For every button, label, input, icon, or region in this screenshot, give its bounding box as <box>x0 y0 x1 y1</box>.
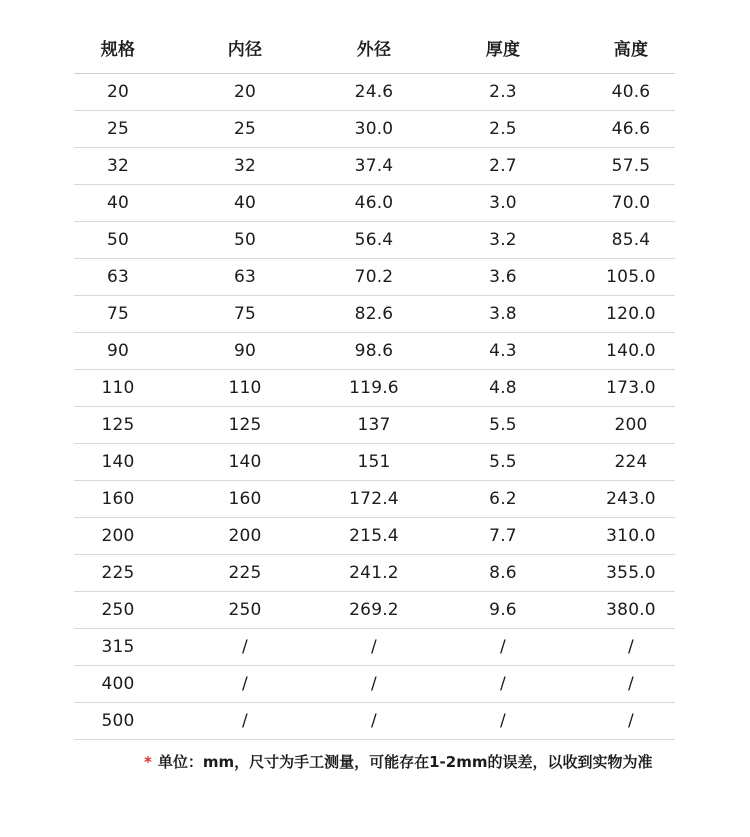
cell-thickness: 9.6 <box>489 600 517 620</box>
cell-thickness: 5.5 <box>489 452 517 472</box>
cell-height: 40.6 <box>611 82 651 102</box>
cell-inner-diameter: 32 <box>233 156 257 176</box>
cell-thickness: / <box>500 674 506 694</box>
footnote-marker: * <box>144 753 152 771</box>
cell-inner-diameter: 200 <box>228 526 262 546</box>
cell-spec: 25 <box>106 119 130 139</box>
cell-height: 105.0 <box>606 267 656 287</box>
cell-height: 120.0 <box>606 304 656 324</box>
cell-height: 310.0 <box>606 526 656 546</box>
cell-outer-diameter: 56.4 <box>354 230 394 250</box>
table-body <box>74 74 675 740</box>
cell-thickness: 3.8 <box>489 304 517 324</box>
cell-height: 57.5 <box>611 156 651 176</box>
cell-height: 70.0 <box>611 193 651 213</box>
cell-thickness: 2.3 <box>489 82 517 102</box>
cell-inner-diameter: 20 <box>233 82 257 102</box>
cell-spec: 225 <box>101 563 135 583</box>
cell-thickness: 3.0 <box>489 193 517 213</box>
cell-height: / <box>628 637 634 657</box>
table-row <box>74 703 675 740</box>
header-height: 高度 <box>613 40 649 60</box>
table-row <box>74 555 675 592</box>
cell-outer-diameter: 172.4 <box>349 489 399 509</box>
cell-height: 85.4 <box>611 230 651 250</box>
cell-inner-diameter: 110 <box>228 378 262 398</box>
cell-spec: 32 <box>106 156 130 176</box>
cell-outer-diameter: 119.6 <box>349 378 399 398</box>
cell-spec: 400 <box>101 674 135 694</box>
table-row <box>74 407 675 444</box>
cell-height: 140.0 <box>606 341 656 361</box>
header-outer-diameter: 外径 <box>356 40 392 60</box>
cell-height: 224 <box>614 452 648 472</box>
cell-spec: 140 <box>101 452 135 472</box>
table-row <box>74 518 675 555</box>
cell-spec: 160 <box>101 489 135 509</box>
cell-thickness: 7.7 <box>489 526 517 546</box>
cell-inner-diameter: 250 <box>228 600 262 620</box>
cell-inner-diameter: / <box>242 711 248 731</box>
table-row <box>74 74 675 111</box>
cell-outer-diameter: / <box>371 674 377 694</box>
table-row <box>74 333 675 370</box>
spec-table <box>74 22 675 740</box>
cell-spec: 63 <box>106 267 130 287</box>
cell-inner-diameter: 160 <box>228 489 262 509</box>
cell-height: 200 <box>614 415 648 435</box>
cell-inner-diameter: 140 <box>228 452 262 472</box>
cell-inner-diameter: 225 <box>228 563 262 583</box>
cell-thickness: 6.2 <box>489 489 517 509</box>
cell-thickness: 8.6 <box>489 563 517 583</box>
cell-height: / <box>628 711 634 731</box>
cell-thickness: / <box>500 637 506 657</box>
table-row <box>74 296 675 333</box>
table-row <box>74 629 675 666</box>
cell-thickness: 3.6 <box>489 267 517 287</box>
cell-inner-diameter: / <box>242 637 248 657</box>
table-row <box>74 666 675 703</box>
cell-inner-diameter: 90 <box>233 341 257 361</box>
table-row <box>74 370 675 407</box>
cell-spec: 40 <box>106 193 130 213</box>
cell-outer-diameter: / <box>371 711 377 731</box>
cell-outer-diameter: / <box>371 637 377 657</box>
cell-inner-diameter: 25 <box>233 119 257 139</box>
cell-outer-diameter: 82.6 <box>354 304 394 324</box>
cell-thickness: 5.5 <box>489 415 517 435</box>
cell-height: 243.0 <box>606 489 656 509</box>
cell-outer-diameter: 269.2 <box>349 600 399 620</box>
cell-outer-diameter: 30.0 <box>354 119 394 139</box>
cell-outer-diameter: 24.6 <box>354 82 394 102</box>
cell-outer-diameter: 215.4 <box>349 526 399 546</box>
cell-spec: 315 <box>101 637 135 657</box>
cell-thickness: 4.3 <box>489 341 517 361</box>
cell-inner-diameter: 63 <box>233 267 257 287</box>
cell-inner-diameter: 75 <box>233 304 257 324</box>
cell-outer-diameter: 70.2 <box>354 267 394 287</box>
cell-spec: 50 <box>106 230 130 250</box>
table-row <box>74 444 675 481</box>
footnote <box>144 751 704 772</box>
cell-outer-diameter: 98.6 <box>354 341 394 361</box>
cell-height: 355.0 <box>606 563 656 583</box>
cell-spec: 90 <box>106 341 130 361</box>
cell-thickness: 2.7 <box>489 156 517 176</box>
cell-inner-diameter: 50 <box>233 230 257 250</box>
cell-inner-diameter: / <box>242 674 248 694</box>
cell-thickness: 4.8 <box>489 378 517 398</box>
cell-outer-diameter: 46.0 <box>354 193 394 213</box>
cell-thickness: / <box>500 711 506 731</box>
table-row <box>74 185 675 222</box>
cell-outer-diameter: 241.2 <box>349 563 399 583</box>
cell-outer-diameter: 137 <box>357 415 391 435</box>
header-inner-diameter: 内径 <box>227 40 263 60</box>
footnote-text: 单位：mm，尺寸为手工测量，可能存在1-2mm的误差，以收到实物为准 <box>157 753 653 771</box>
cell-thickness: 3.2 <box>489 230 517 250</box>
cell-height: 46.6 <box>611 119 651 139</box>
cell-height: 380.0 <box>606 600 656 620</box>
cell-spec: 75 <box>106 304 130 324</box>
cell-outer-diameter: 151 <box>357 452 391 472</box>
header-thickness: 厚度 <box>485 40 521 60</box>
cell-height: 173.0 <box>606 378 656 398</box>
cell-spec: 110 <box>101 378 135 398</box>
cell-spec: 20 <box>106 82 130 102</box>
table-row <box>74 481 675 518</box>
table-row <box>74 148 675 185</box>
table-row <box>74 259 675 296</box>
cell-spec: 500 <box>101 711 135 731</box>
cell-outer-diameter: 37.4 <box>354 156 394 176</box>
header-spec: 规格 <box>100 40 136 60</box>
table-row <box>74 111 675 148</box>
table-row <box>74 222 675 259</box>
cell-spec: 200 <box>101 526 135 546</box>
cell-inner-diameter: 125 <box>228 415 262 435</box>
cell-inner-diameter: 40 <box>233 193 257 213</box>
cell-thickness: 2.5 <box>489 119 517 139</box>
table-row <box>74 592 675 629</box>
table-header-row <box>74 22 675 74</box>
cell-height: / <box>628 674 634 694</box>
cell-spec: 250 <box>101 600 135 620</box>
cell-spec: 125 <box>101 415 135 435</box>
